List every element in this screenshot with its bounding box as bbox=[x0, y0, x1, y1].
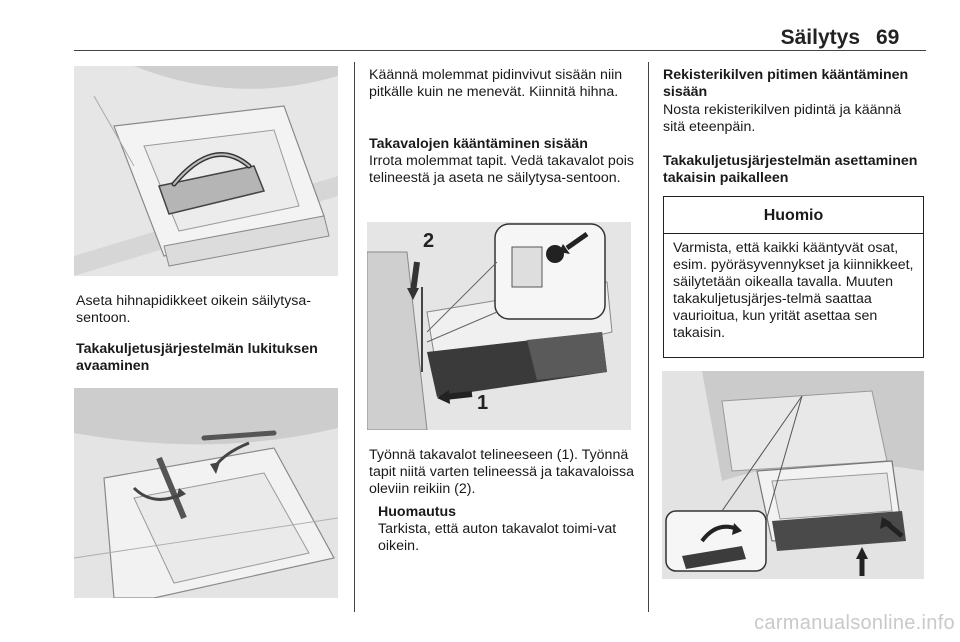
running-header-title: Säilytys bbox=[780, 26, 860, 49]
column-divider-2 bbox=[648, 62, 649, 612]
paragraph-turn-levers: Käännä molemmat pidinvivut sisään niin pitkälle kuin ne menevät. Kiinnitä hihna. bbox=[369, 67, 623, 100]
paragraph-lift-plate-holder: Nosta rekisterikilven pidintä ja käännä sitä eteenpäin. bbox=[663, 102, 902, 135]
header-rule bbox=[74, 50, 926, 51]
paragraph-remove-pins: Irrota molemmat tapit. Vedä takavalot pois telineestä ja aseta ne säilytysa-sentoon. bbox=[369, 153, 634, 186]
heading-fold-plate-holder: Rekisterikilven pitimen kääntäminen sisään bbox=[663, 67, 909, 100]
heading-reinsert-carrier: Takakuljetusjärjestelmän asettaminen takaisin paikalleen bbox=[663, 153, 918, 186]
column-divider-1 bbox=[354, 62, 355, 612]
figure-taillights bbox=[367, 222, 631, 430]
warning-text: Varmista, että kaikki kääntyvät osat, esim. pyöräsyvennykset ja kiinnikkeet, säilytetään oikealla tavalla. Muuten takakuljetusjärjes-telmä saattaa vaurioitua, kun yrität asettaa sen takaisin. bbox=[673, 240, 914, 341]
notice-text: Tarkista, että auton takavalot toimi-vat oikein. bbox=[378, 521, 617, 554]
figure-label-2: 2 bbox=[423, 230, 435, 252]
figure-strap-holders bbox=[74, 66, 338, 276]
notice-title: Huomautus bbox=[378, 504, 457, 520]
warning-box bbox=[663, 196, 924, 358]
figure-label-1: 1 bbox=[477, 392, 489, 414]
figure-reinsert-carrier bbox=[662, 371, 924, 579]
heading-unlock-carrier: Takakuljetusjärjestelmän lukituksen avaaminen bbox=[76, 341, 318, 374]
footer-watermark: carmanualsonline.info bbox=[754, 612, 955, 634]
warning-title: Huomio bbox=[664, 197, 923, 234]
figure-unlock-carrier bbox=[74, 388, 338, 598]
page-number: 69 bbox=[876, 26, 900, 49]
heading-fold-taillights: Takavalojen kääntäminen sisään bbox=[369, 136, 588, 152]
caption-strap-holders: Aseta hihnapidikkeet oikein säilytysa-sentoon. bbox=[76, 293, 312, 326]
paragraph-push-taillights: Työnnä takavalot telineeseen (1). Työnnä tapit niitä varten telineessä ja takavaloissa oleviin reikiin (2). bbox=[369, 447, 634, 497]
